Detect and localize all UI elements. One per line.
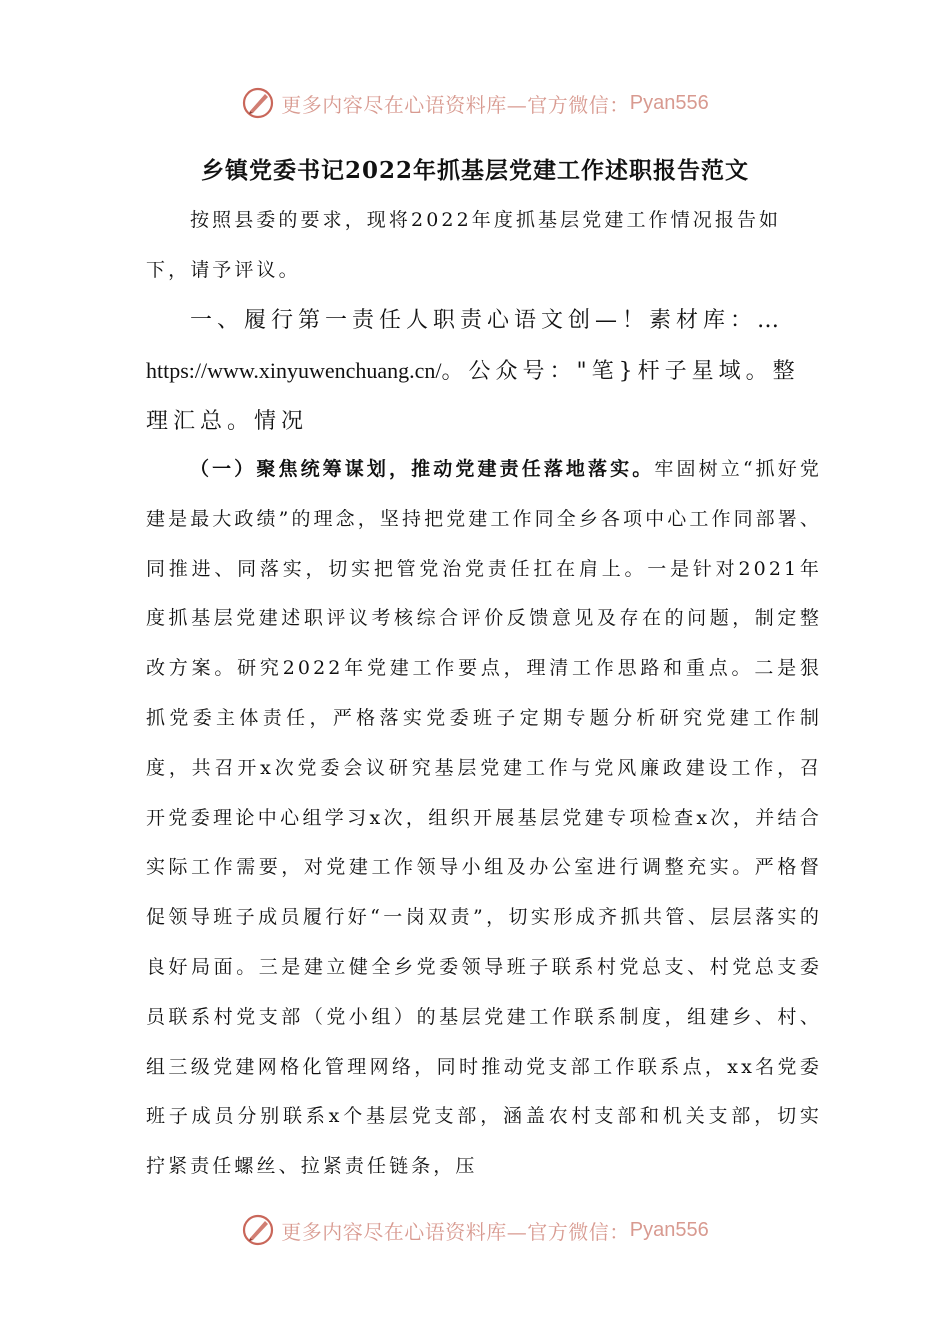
heading1-prefix: 一、履行第一责任人职责心语文创—！素材库：…: [190, 308, 785, 333]
pen-logo-icon: [241, 1213, 275, 1247]
section-1-body: 牢固树立“抓好党建是最大政绩”的理念，坚持把党建工作同全乡各项中心工作同部署、同推进、同落实，切实把管党治党责任扛在肩上。一是针对2021年度抓基层党建述职评议考核综合评价反馈意见及存在的问题，制定整改方案。研究2022年党建工作要点，理清工作思路和重点。二是狠抓党委主体责任，严格落实党委班子定期专题分析研究党建工作制度，共召开x次党委会议研究基层党建工作与党风廉政建设工作，召开党委理论中心组学习x次，组织开展基层党建专项检查x次，并结合实际工作需要，对党建工作领导小组及办公室进行调整充实。严格督促领导班子成员履行好“一岗双责”，切实形成齐抓共管、层层落实的良好局面。三是建立健全乡党委领导班子联系村党总支、村党总支委员联系村党支部（党小组）的基层党建工作联系制度，组建乡、村、组三级党建网格化管理网络，同时推动党支部工作联系点，xx名党委班子成员分别联系x个基层党支部，涵盖农村支部和机关支部，切实拧紧责任螺丝、拉紧责任链条，压: [146, 458, 822, 1178]
banner-text: 更多内容尽在心语资料库—官方微信：: [281, 92, 630, 117]
section-heading-1: [146, 296, 822, 446]
banner-wechat-id: Pyan556: [629, 1218, 709, 1241]
header-banner: [0, 83, 950, 123]
footer-banner: [0, 1210, 950, 1250]
pen-logo-icon: [241, 86, 275, 120]
banner-text: 更多内容尽在心语资料库—官方微信：: [281, 1219, 630, 1244]
intro-paragraph: 按照县委的要求，现将2022年度抓基层党建工作情况报告如下，请予评议。: [146, 209, 782, 281]
document-title: 乡镇党委书记2022年抓基层党建工作述职报告范文: [200, 157, 749, 184]
heading1-suffix: 。公众号："笔}杆子星域。整理汇总。情况: [146, 358, 800, 434]
section-1-paragraph: [146, 445, 822, 1192]
subsection-heading: （一）聚焦统筹谋划，推动党建责任落地落实。: [190, 458, 655, 480]
heading1-url: https://www.xinyuwenchuang.cn/: [146, 357, 442, 383]
banner-wechat-id: Pyan556: [629, 91, 709, 114]
